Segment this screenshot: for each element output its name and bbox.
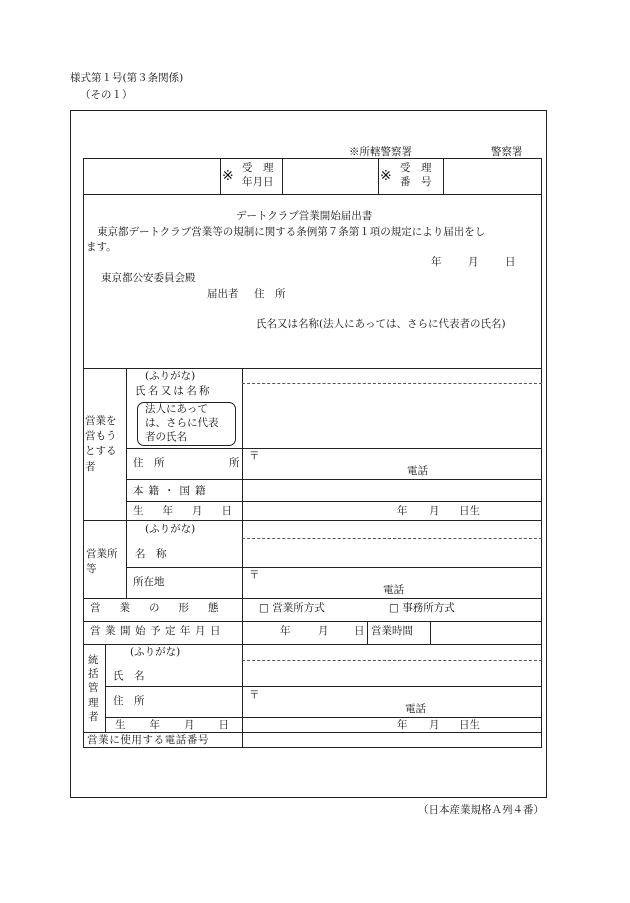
manager-group-label: 統括管理者 (88, 654, 99, 723)
applicant-birth-month: 月 (429, 505, 440, 517)
business-hours-label: 営業時間 (371, 625, 413, 637)
jurisdiction-label: ※所轄警察署 (349, 146, 412, 158)
office-furigana-label: (ふりがな) (145, 523, 196, 535)
manager-name-label: 氏 名 (113, 670, 145, 682)
reception-number-label-top: 受 理 (400, 162, 432, 174)
manager-furigana-label: (ふりがな) (130, 646, 181, 658)
notice-date-day: 日 (505, 256, 516, 268)
notice-date-year: 年 (431, 256, 442, 268)
applicant-domicile-field[interactable] (245, 481, 540, 499)
manager-birth-year: 年 (397, 719, 408, 731)
office-name-field[interactable] (245, 541, 540, 565)
corporation-note-line2: は、さらに代表 (145, 417, 219, 429)
applicant-birth-day: 日生 (459, 505, 480, 517)
applicant-domicile-label: 本籍・国籍 (133, 485, 211, 497)
submitter-name-label: 氏名又は名称(法人にあっては、さらに代表者の氏名) (256, 318, 506, 330)
police-station-suffix: 警察署 (491, 146, 523, 158)
submitter-label: 届出者 (207, 288, 239, 300)
applicant-birth-year: 年 (397, 505, 408, 517)
submitter-address-label: 住 所 (254, 288, 286, 300)
notice-title: デートクラブ営業開始届出書 (236, 210, 373, 222)
office-group-label: 営業所等 (86, 548, 118, 576)
business-type-label: 営業の形態 (90, 602, 238, 614)
manager-birth-day: 日生 (459, 719, 480, 731)
manager-postal-mark: 〒 (249, 689, 260, 701)
manager-address-label: 住 所 (113, 695, 145, 707)
applicant-postal-mark: 〒 (249, 450, 260, 462)
manager-birth-month: 月 (429, 719, 440, 731)
start-day: 日 (354, 625, 365, 637)
corporation-note-line1: 法人にあって (145, 403, 208, 415)
applicant-group-label: 営業を営もうとする者 (85, 415, 117, 473)
reception-date-label-top: 受 理 (242, 162, 274, 174)
manager-phone-label: 電話 (405, 703, 426, 715)
applicant-name-field[interactable] (245, 400, 540, 446)
agency-mode-option[interactable]: □ 事務所方式 (389, 602, 455, 614)
manager-birth-label: 生年月日 (115, 719, 253, 731)
applicant-name-label: 氏名又は名称 (135, 385, 212, 397)
reception-date-label-bottom: 年月日 (242, 176, 274, 188)
start-month: 月 (318, 625, 329, 637)
office-postal-mark: 〒 (249, 569, 260, 581)
form-sub-number: （その１） (80, 89, 133, 101)
office-location-label: 所在地 (133, 576, 165, 588)
applicant-furigana-label: (ふりがな) (145, 370, 196, 382)
addressee: 東京都公安委員会殿 (101, 272, 196, 284)
start-date-label: 営業開始予定年月日 (90, 625, 225, 637)
notice-body-line2: ます。 (86, 241, 117, 253)
reception-number-label-bottom: 番 号 (400, 176, 432, 188)
corporation-note-line3: 者の氏名 (145, 431, 187, 443)
manager-name-field[interactable] (245, 663, 540, 683)
office-mode-option[interactable]: □ 営業所方式 (259, 602, 325, 614)
paper-size-note: （日本産業規格Ａ列４番） (418, 804, 544, 816)
business-phone-field[interactable] (245, 734, 540, 746)
applicant-address-label-end: 所 (229, 457, 240, 469)
business-phone-label: 営業に使用する電話番号 (87, 734, 210, 746)
reception-mark: ※ (222, 168, 234, 184)
applicant-address-label: 住 所 (133, 457, 165, 469)
notice-date-month: 月 (468, 256, 479, 268)
business-hours-field[interactable] (434, 623, 539, 641)
applicant-birth-label: 生年月日 (133, 505, 251, 517)
form-number: 様式第１号(第３条関係) (70, 72, 184, 84)
applicant-phone-label: 電話 (407, 465, 428, 477)
start-year: 年 (280, 625, 291, 637)
office-phone-label: 電話 (383, 584, 404, 596)
office-name-label: 名 称 (135, 548, 167, 560)
notice-body-line1: 東京都デートクラブ営業等の規制に関する条例第７条第１項の規定により届出をし (97, 226, 486, 238)
reception-number-mark: ※ (380, 168, 392, 184)
